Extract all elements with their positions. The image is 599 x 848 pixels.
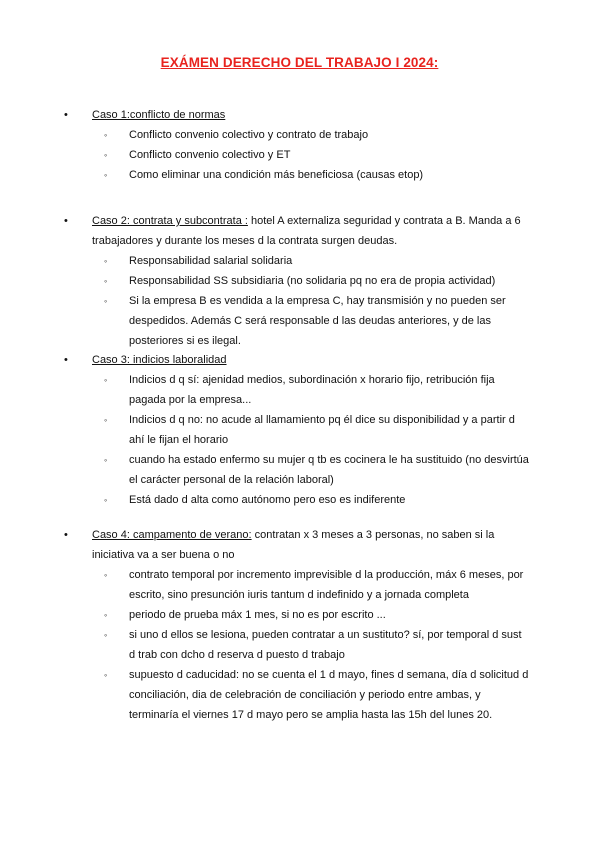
list-item: ◦ Si la empresa B es vendida a la empresa C, hay transmisión y no pueden ser despedidos. Además C será responsable d las deudas anteriores, y de las posteriores si es ilegal. xyxy=(60,291,530,351)
circle-bullet-icon: ◦ xyxy=(104,170,108,180)
list-item: ◦ Está dado d alta como autónomo pero eso es indiferente xyxy=(60,490,530,510)
case-items-3 xyxy=(60,370,530,510)
circle-bullet-icon: ◦ xyxy=(104,415,108,425)
case-text-2: hotel A externaliza seguridad y contrata a B. Manda a 6 trabajadores y durante los meses d la contrata surgen deudas. xyxy=(92,215,521,247)
case-heading-3 xyxy=(60,350,530,370)
case-section-2 xyxy=(60,211,530,351)
case-section-3 xyxy=(60,350,530,510)
circle-bullet-icon: ◦ xyxy=(104,495,108,505)
circle-bullet-icon: ◦ xyxy=(104,276,108,286)
case-title-4: Caso 4: campamento de verano: xyxy=(92,529,252,541)
case-heading-1 xyxy=(60,105,530,125)
case-heading-4 xyxy=(60,525,530,565)
case-section-1 xyxy=(60,105,530,185)
case-items-4 xyxy=(60,565,530,725)
circle-bullet-icon: ◦ xyxy=(104,296,108,306)
list-item: ◦ Indicios d q sí: ajenidad medios, subordinación x horario fijo, retribución fija pagada por la empresa... xyxy=(60,370,530,410)
list-item: ◦ Conflicto convenio colectivo y contrato de trabajo xyxy=(60,125,530,145)
bullet-icon: • xyxy=(64,529,68,541)
circle-bullet-icon: ◦ xyxy=(104,455,108,465)
circle-bullet-icon: ◦ xyxy=(104,610,108,620)
list-item: ◦ periodo de prueba máx 1 mes, si no es por escrito ... xyxy=(60,605,530,625)
case-heading-2 xyxy=(60,211,530,251)
list-item: ◦ supuesto d caducidad: no se cuenta el 1 d mayo, fines d semana, día d solicitud d conciliación, dia de celebración de conciliación y periodo entre ambas, y terminaría el viernes 17 d mayo pero se amplia hasta las 15h del lunes 20. xyxy=(60,665,530,725)
list-item: ◦ Conflicto convenio colectivo y ET xyxy=(60,145,530,165)
list-item: ◦ Responsabilidad SS subsidiaria (no solidaria pq no era de propia actividad) xyxy=(60,271,530,291)
case-items-1 xyxy=(60,125,530,185)
list-item: ◦ si uno d ellos se lesiona, pueden contratar a un sustituto? sí, por temporal d sust d trab con dcho d reserva d puesto d trabajo xyxy=(60,625,530,665)
list-item: ◦ cuando ha estado enfermo su mujer q tb es cocinera le ha sustituido (no desvirtúa el carácter personal de la relación laboral) xyxy=(60,450,530,490)
case-items-2 xyxy=(60,251,530,351)
document-title: EXÁMEN DERECHO DEL TRABAJO I 2024: xyxy=(160,55,439,70)
case-title-2: Caso 2: contrata y subcontrata : xyxy=(92,215,248,227)
bullet-icon: • xyxy=(64,354,68,366)
list-item: ◦ contrato temporal por incremento imprevisible d la producción, máx 6 meses, por escrito, sino presunción iuris tantum d indefinido y a jornada completa xyxy=(60,565,530,605)
circle-bullet-icon: ◦ xyxy=(104,630,108,640)
list-item: ◦ Como eliminar una condición más beneficiosa (causas etop) xyxy=(60,165,530,185)
circle-bullet-icon: ◦ xyxy=(104,256,108,266)
case-text-4: contratan x 3 meses a 3 personas, no saben si la iniciativa va a ser buena o no xyxy=(92,529,495,561)
circle-bullet-icon: ◦ xyxy=(104,150,108,160)
list-item: ◦ Responsabilidad salarial solidaria xyxy=(60,251,530,271)
circle-bullet-icon: ◦ xyxy=(104,670,108,680)
bullet-icon: • xyxy=(64,109,68,121)
bullet-icon: • xyxy=(64,215,68,227)
case-title-3: Caso 3: indicios laboralidad xyxy=(92,354,227,366)
case-title-1: Caso 1:conflicto de normas xyxy=(92,109,226,121)
circle-bullet-icon: ◦ xyxy=(104,570,108,580)
circle-bullet-icon: ◦ xyxy=(104,130,108,140)
circle-bullet-icon: ◦ xyxy=(104,375,108,385)
case-section-4 xyxy=(60,525,530,725)
list-item: ◦ Indicios d q no: no acude al llamamiento pq él dice su disponibilidad y a partir d ahí le fijan el horario xyxy=(60,410,530,450)
